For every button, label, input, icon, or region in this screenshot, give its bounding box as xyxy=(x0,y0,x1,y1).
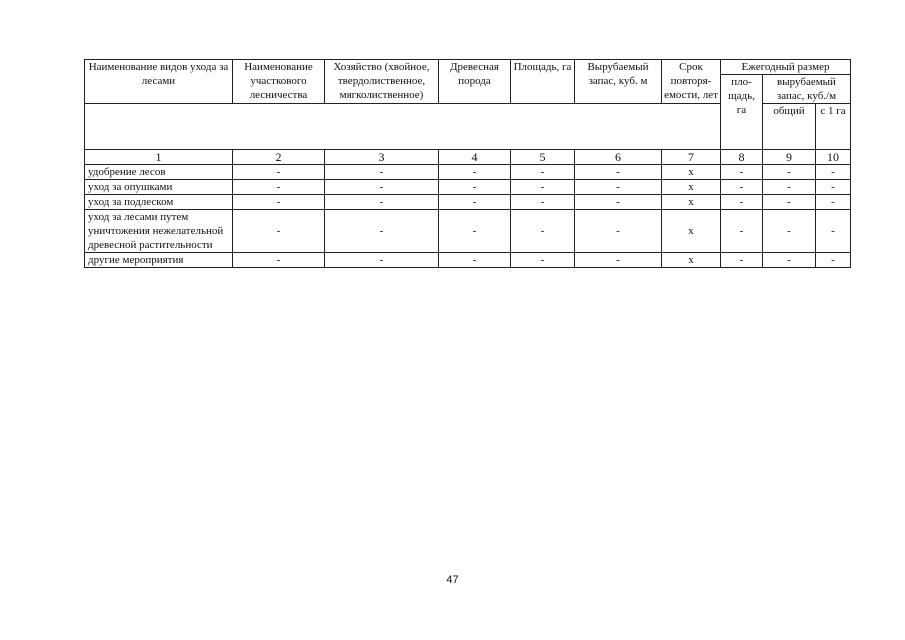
table-cell: - xyxy=(721,195,763,210)
table-cell: х xyxy=(662,253,721,268)
column-number: 7 xyxy=(662,150,721,165)
row-name: уход за подлеском xyxy=(85,195,233,210)
table-cell: - xyxy=(721,165,763,180)
row-name: другие мероприятия xyxy=(85,253,233,268)
table-cell: х xyxy=(662,195,721,210)
column-number: 9 xyxy=(763,150,816,165)
table-cell: - xyxy=(816,165,851,180)
column-number: 3 xyxy=(325,150,439,165)
table-cell: - xyxy=(816,253,851,268)
column-number: 4 xyxy=(439,150,511,165)
header-per-ha: с 1 га xyxy=(816,104,851,150)
table-row xyxy=(85,253,851,268)
table-cell: х xyxy=(662,210,721,253)
table-cell: - xyxy=(325,253,439,268)
column-number: 8 xyxy=(721,150,763,165)
table-cell: - xyxy=(816,210,851,253)
table-cell: - xyxy=(763,195,816,210)
table-cell: - xyxy=(325,180,439,195)
header-total: общий xyxy=(763,104,816,150)
table-cell: - xyxy=(439,180,511,195)
table-cell: - xyxy=(575,165,662,180)
table-cell: - xyxy=(233,210,325,253)
table-cell: - xyxy=(439,195,511,210)
table-cell: - xyxy=(816,180,851,195)
table-cell: - xyxy=(816,195,851,210)
table-cell: - xyxy=(721,253,763,268)
forest-care-table xyxy=(84,59,851,268)
row-name: уход за лесами путем уничтожения нежелательной древесной растительности xyxy=(85,210,233,253)
table-row xyxy=(85,165,851,180)
column-number: 10 xyxy=(816,150,851,165)
table-cell: - xyxy=(511,210,575,253)
table-cell: - xyxy=(575,210,662,253)
header-care-type: Наименование видов ухода за лесами xyxy=(85,60,233,104)
table-cell: - xyxy=(575,195,662,210)
table-cell: - xyxy=(439,165,511,180)
table-cell: - xyxy=(721,180,763,195)
header-recurrence: Срок повторя-емости, лет xyxy=(662,60,721,104)
table-cell: - xyxy=(511,195,575,210)
table-cell: - xyxy=(721,210,763,253)
column-number: 6 xyxy=(575,150,662,165)
table-cell: - xyxy=(763,165,816,180)
table-cell: х xyxy=(662,165,721,180)
header-economy: Хозяйство (хвойное, твердолиственное, мягколиственное) xyxy=(325,60,439,104)
header-spacer xyxy=(85,104,721,150)
header-annual-size: Ежегодный размер xyxy=(721,60,851,75)
column-number: 5 xyxy=(511,150,575,165)
table-cell: - xyxy=(511,165,575,180)
header-annual-stock: вырубаемый запас, куб./м xyxy=(763,75,851,104)
header-area: Площадь, га xyxy=(511,60,575,104)
table-cell: - xyxy=(763,210,816,253)
page-number: 47 xyxy=(446,574,459,586)
table-cell: - xyxy=(439,253,511,268)
header-species: Древесная порода xyxy=(439,60,511,104)
table-cell: - xyxy=(233,165,325,180)
table-cell: - xyxy=(233,253,325,268)
table-cell: - xyxy=(325,195,439,210)
row-name: уход за опушками xyxy=(85,180,233,195)
column-number: 1 xyxy=(85,150,233,165)
table-cell: - xyxy=(575,253,662,268)
table-row xyxy=(85,195,851,210)
column-numbers-row xyxy=(85,150,851,165)
table-cell: - xyxy=(575,180,662,195)
table-cell: - xyxy=(511,253,575,268)
table-cell: - xyxy=(233,180,325,195)
table-row xyxy=(85,180,851,195)
header-forestry: Наименование участкового лесничества xyxy=(233,60,325,104)
table-cell: - xyxy=(763,180,816,195)
table-cell: - xyxy=(233,195,325,210)
header-annual-area: пло-щадь, га xyxy=(721,75,763,150)
row-name: удобрение лесов xyxy=(85,165,233,180)
table-cell: - xyxy=(439,210,511,253)
header-felled-stock: Вырубаемый запас, куб. м xyxy=(575,60,662,104)
column-number: 2 xyxy=(233,150,325,165)
table-cell: х xyxy=(662,180,721,195)
table-cell: - xyxy=(511,180,575,195)
table-cell: - xyxy=(763,253,816,268)
table-cell: - xyxy=(325,210,439,253)
table-row xyxy=(85,210,851,253)
table-cell: - xyxy=(325,165,439,180)
